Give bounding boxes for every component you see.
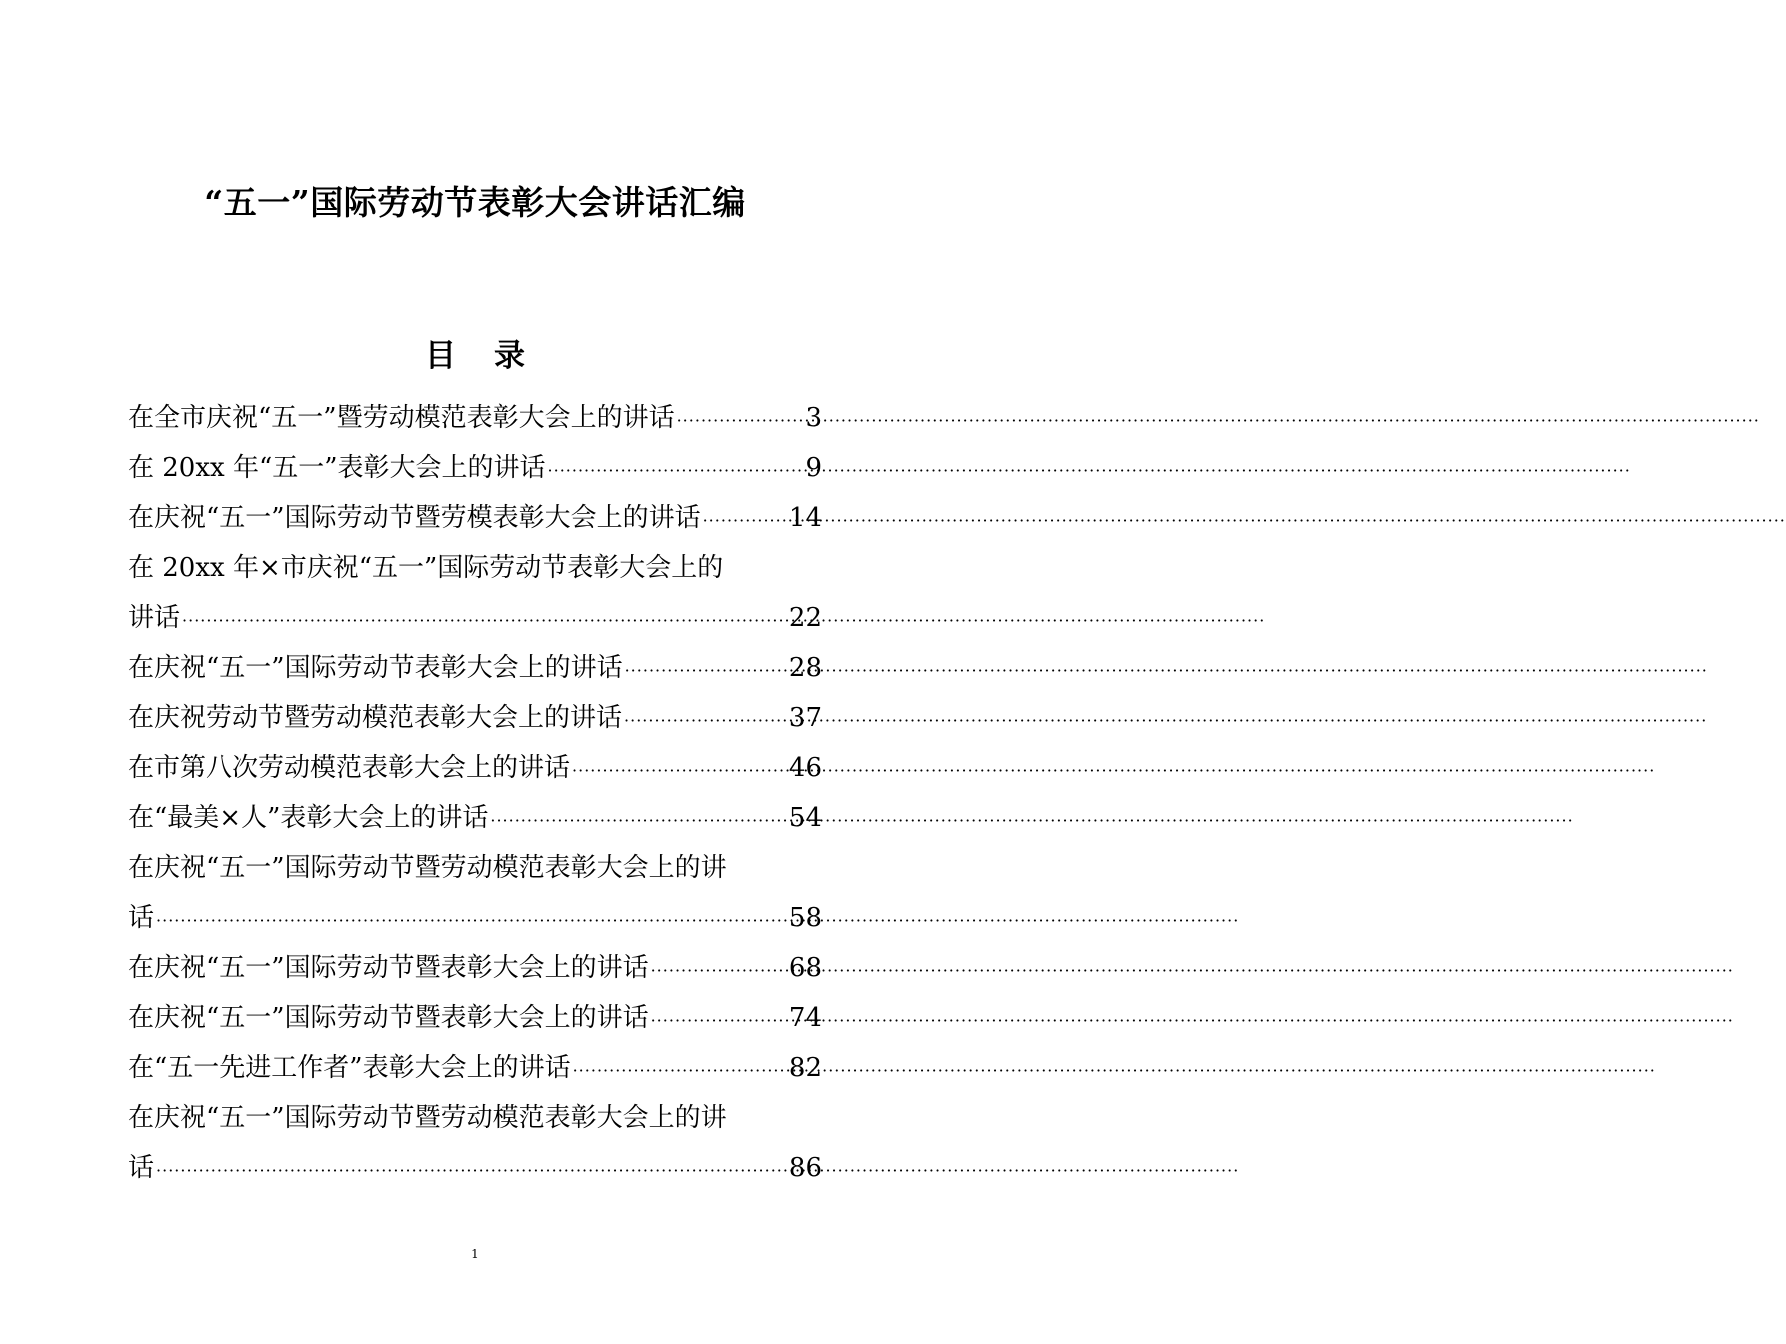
toc-dot-leader <box>182 596 787 646</box>
toc-entry-title: 在庆祝“五一”国际劳动节暨劳动模范表彰大会上的讲 <box>128 853 727 883</box>
toc-heading <box>0 333 950 379</box>
toc-heading-char-1: 目 <box>425 338 456 374</box>
toc-page-number: 54 <box>788 803 822 833</box>
toc-entry-title: 在 20xx 年×市庆祝“五一”国际劳动节表彰大会上的 <box>128 553 724 583</box>
document-title: “五一”国际劳动节表彰大会讲话汇编 <box>204 183 746 222</box>
toc-page-number: 37 <box>788 703 822 733</box>
toc-entry[interactable] <box>128 1043 822 1093</box>
page-number: 1 <box>471 1247 479 1261</box>
toc-entry-title: 在庆祝“五一”国际劳动节暨表彰大会上的讲话 <box>128 953 649 983</box>
toc-entry-continuation[interactable] <box>128 593 822 643</box>
toc-entry-title: 在“最美×人”表彰大会上的讲话 <box>128 803 489 833</box>
toc-page-number: 46 <box>788 753 822 783</box>
toc-page-number: 3 <box>805 403 822 433</box>
toc-dot-leader <box>651 996 787 1046</box>
toc-entry-title: 在 20xx 年“五一”表彰大会上的讲话 <box>128 453 546 483</box>
toc-entry-title: 在庆祝“五一”国际劳动节暨劳模表彰大会上的讲话 <box>128 503 701 533</box>
toc-dot-leader <box>677 396 804 446</box>
toc-page-number: 86 <box>788 1153 822 1183</box>
toc-dot-leader <box>490 796 787 846</box>
toc-page-number: 74 <box>788 1003 822 1033</box>
toc-page-number: 58 <box>788 903 822 933</box>
toc-entry[interactable] <box>128 543 822 593</box>
toc-dot-leader <box>703 496 787 546</box>
toc-page-number: 22 <box>788 603 822 633</box>
toc-entry[interactable] <box>128 843 822 893</box>
toc-dot-leader <box>624 696 787 746</box>
toc-entry-title-continuation: 话 <box>128 1153 155 1183</box>
toc-entry[interactable] <box>128 693 822 743</box>
toc-entry-title: 在庆祝劳动节暨劳动模范表彰大会上的讲话 <box>128 703 623 733</box>
toc-dot-leader <box>156 1146 787 1196</box>
toc-entry[interactable] <box>128 443 822 493</box>
toc-entry-title: 在庆祝“五一”国际劳动节表彰大会上的讲话 <box>128 653 623 683</box>
toc-dot-leader <box>572 746 787 796</box>
toc-entry[interactable] <box>128 493 822 543</box>
toc-page-number: 68 <box>788 953 822 983</box>
toc-entry-continuation[interactable] <box>128 893 822 943</box>
toc-entry[interactable] <box>128 993 822 1043</box>
toc-entry-title: 在庆祝“五一”国际劳动节暨表彰大会上的讲话 <box>128 1003 649 1033</box>
toc-heading-char-2: 录 <box>494 338 525 374</box>
toc-dot-leader <box>651 946 787 996</box>
toc-entry-title: 在“五一先进工作者”表彰大会上的讲话 <box>128 1053 571 1083</box>
toc-entry-title: 在市第八次劳动模范表彰大会上的讲话 <box>128 753 571 783</box>
toc-entry-title: 在全市庆祝“五一”暨劳动模范表彰大会上的讲话 <box>128 403 675 433</box>
toc-page-number: 9 <box>805 453 822 483</box>
toc-entry-title: 在庆祝“五一”国际劳动节暨劳动模范表彰大会上的讲 <box>128 1103 727 1133</box>
toc-dot-leader <box>625 646 787 696</box>
toc-page-number: 28 <box>788 653 822 683</box>
toc-entry[interactable] <box>128 793 822 843</box>
toc-dot-leader <box>548 446 804 496</box>
toc-entry-continuation[interactable] <box>128 1143 822 1193</box>
toc-dot-leader <box>156 896 787 946</box>
table-of-contents <box>128 393 822 1193</box>
toc-dot-leader <box>573 1046 787 1096</box>
toc-page-number: 14 <box>788 503 822 533</box>
toc-entry[interactable] <box>128 943 822 993</box>
toc-entry[interactable] <box>128 393 822 443</box>
toc-entry[interactable] <box>128 643 822 693</box>
toc-entry[interactable] <box>128 743 822 793</box>
toc-entry[interactable] <box>128 1093 822 1143</box>
toc-entry-title-continuation: 话 <box>128 903 155 933</box>
toc-page-number: 82 <box>788 1053 822 1083</box>
toc-entry-title-continuation: 讲话 <box>128 603 181 633</box>
